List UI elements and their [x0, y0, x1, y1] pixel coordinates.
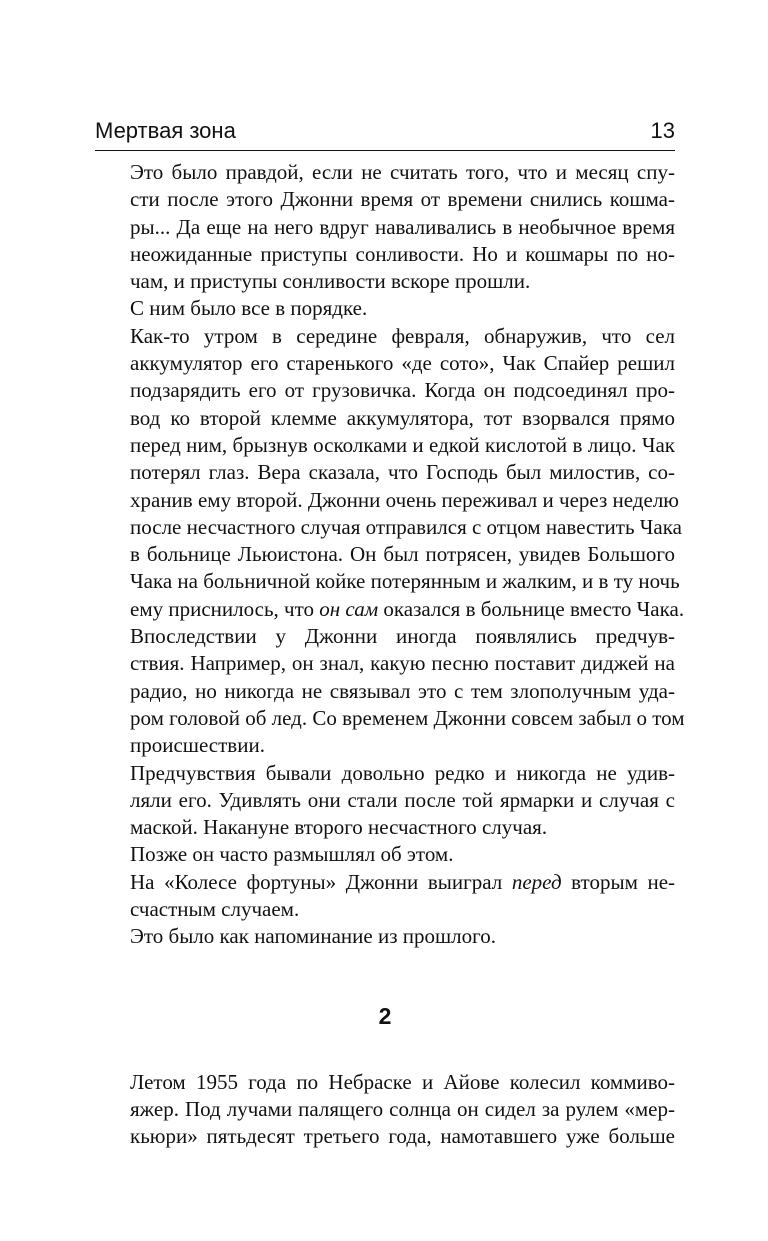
- paragraph: [95, 623, 685, 759]
- paragraph: [95, 159, 675, 295]
- text-line: в больнице Льюистона. Он был потрясен, увидев Большого: [130, 542, 675, 567]
- text-line: ром головой об лед. Со временем Джонни совсем забыл о том: [130, 705, 685, 730]
- text-line: ляли его. Удивлять они стали после той ярмарки и случая с: [130, 787, 675, 812]
- text-line: кьюри» пятьдесят третьего года, намотавшего уже больше: [130, 1124, 675, 1149]
- text-line: неожиданные приступы сонливости. Но и кошмары по но-: [130, 241, 675, 266]
- text-line: маской. Накануне второго несчастного случая.: [130, 815, 548, 840]
- text-line: [95, 596, 685, 623]
- text-run: ему приснилось, что: [130, 596, 320, 621]
- text-line: сти после этого Джонни время от времени снились кошма-: [130, 187, 675, 212]
- text-line: ствия. Например, он знал, какую песню поставит диджей на: [130, 651, 675, 676]
- body-text: [95, 159, 685, 1151]
- chapter-number: 2: [378, 1002, 392, 1029]
- text-line: Предчувствия бывали довольно редко и никогда не удив-: [130, 760, 675, 785]
- text-line: Позже он часто размышлял об этом.: [130, 842, 454, 867]
- text-line: счастным случаем.: [130, 897, 300, 922]
- text-line: яжер. Под лучами палящего солнца он сидел за рулем «мер-: [130, 1096, 675, 1121]
- text-line: происшествии.: [130, 733, 265, 758]
- text-line: Как-то утром в середине февраля, обнаружив, что сел: [130, 323, 675, 348]
- italic-run: он сам: [319, 596, 379, 621]
- text-line: вод ко второй клемме аккумулятора, тот взорвался прямо: [130, 405, 675, 430]
- text-line: Это было правдой, если не считать того, что и месяц спу-: [130, 160, 675, 184]
- paragraph: [95, 841, 675, 868]
- text-line: ры... Да еще на него вдруг наваливались в необычное время: [130, 214, 675, 239]
- text-line: перед ним, брызнув осколками и едкой кислотой в лицо. Чак: [130, 432, 675, 457]
- text-line: аккумулятор его старенького «де сото», Чак Спайер решил: [130, 351, 675, 376]
- paragraph: [95, 1069, 675, 1151]
- text-line: С ним было все в порядке.: [130, 296, 368, 321]
- text-line: Это было как напоминание из прошлого.: [130, 924, 496, 949]
- paragraph: [95, 760, 675, 842]
- text-line: Впоследствии у Джонни иногда появлялись предчув-: [130, 624, 675, 649]
- paragraph: [95, 869, 675, 924]
- page-number: 13: [650, 118, 675, 143]
- book-title: Мертвая зона: [95, 118, 236, 143]
- paragraph: [95, 323, 685, 623]
- text-run: вторым не-: [561, 869, 676, 894]
- text-line: Летом 1955 года по Небраске и Айове колесил коммиво-: [130, 1069, 675, 1094]
- text-run: На «Колесе фортуны» Джонни выиграл: [130, 869, 512, 894]
- text-line: подзарядить его от грузовичка. Когда он подсоединял про-: [130, 378, 675, 403]
- running-header: [95, 118, 675, 151]
- text-line: [95, 869, 675, 896]
- paragraph: [95, 295, 675, 322]
- text-line: чам, и приступы сонливости вскоре прошли.: [130, 269, 531, 294]
- paragraph: [95, 923, 675, 950]
- text-line: потерял глаз. Вера сказала, что Господь был милостив, со-: [130, 460, 675, 485]
- book-page: [95, 118, 685, 1151]
- text-line: хранив ему второй. Джонни очень переживал и через неделю: [130, 487, 679, 512]
- text-line: Чака на больничной койке потерянным и жалким, и в ту ночь: [130, 569, 680, 594]
- text-line: радио, но никогда не связывал это с тем злополучным уда-: [130, 678, 675, 703]
- italic-run: перед: [511, 869, 562, 894]
- text-line: после несчастного случая отправился с отцом навестить Чака: [130, 514, 682, 539]
- text-run: оказался в больнице вместо Чака.: [378, 596, 685, 621]
